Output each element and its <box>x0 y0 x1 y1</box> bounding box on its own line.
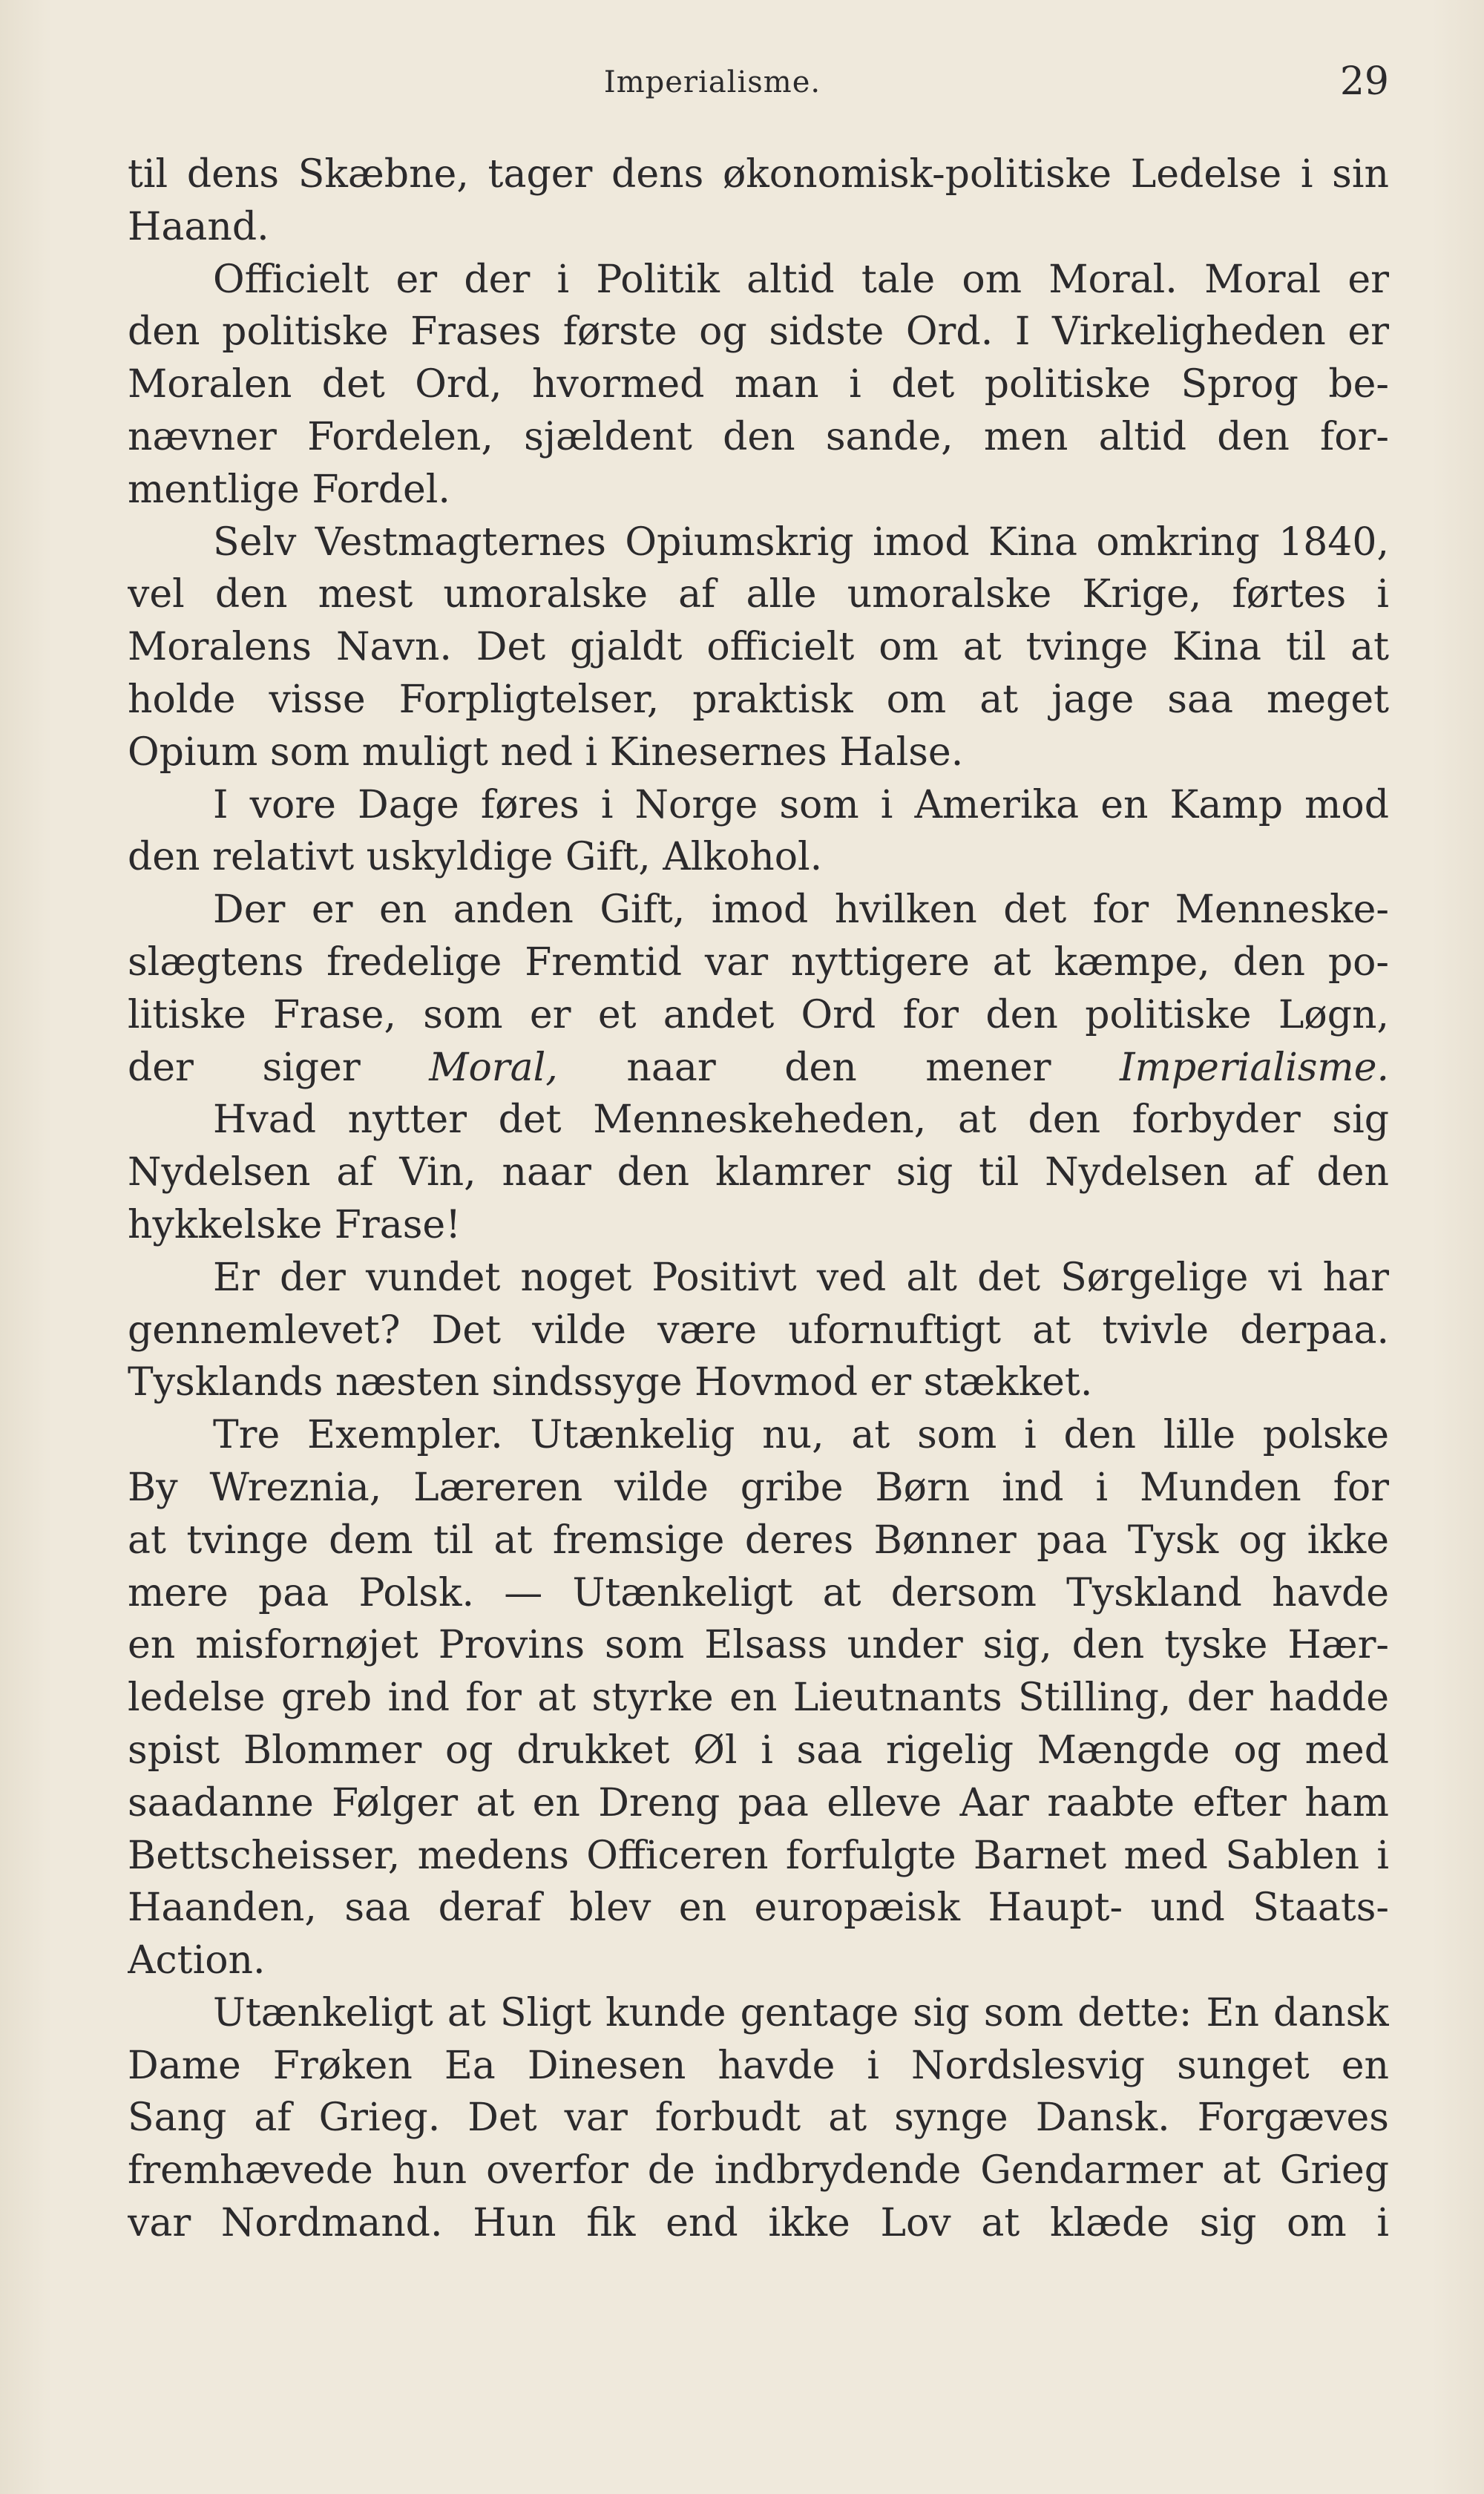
text-line: saadanne Følger at en Dreng paa elleve Aar raabte efter ham <box>128 1780 1389 1825</box>
text-line: Officielt er der i Politik altid tale om Moral. Moral er <box>213 257 1389 302</box>
text-line: fremhævede hun overfor de indbrydende Gendarmer at Grieg <box>128 2148 1389 2193</box>
text-line: Nydelsen af Vin, naar den klamrer sig til Nydelsen af den <box>128 1150 1389 1195</box>
text-line: Haanden, saa deraf blev en europæisk Haupt- und Staats- <box>128 1886 1389 1931</box>
text-line: Der er en anden Gift, imod hvilken det for Menneske- <box>213 887 1389 933</box>
text-line: vel den mest umoralske af alle umoralske Krige, førtes i <box>128 572 1389 617</box>
italic-word-moral: Moral, <box>429 1045 558 1090</box>
text-line: var Nordmand. Hun fik end ikke Lov at klæde sig om i <box>128 2201 1389 2246</box>
text-line: til dens Skæbne, tager dens økonomisk-politiske Ledelse i sin <box>128 152 1389 197</box>
text-line: I vore Dage føres i Norge som i Amerika en Kamp mod <box>213 782 1389 827</box>
text-run: der siger <box>128 1045 430 1090</box>
italic-word-imperialisme: Imperialisme. <box>1120 1045 1389 1090</box>
text-run: naar den mener <box>557 1045 1120 1090</box>
text-line: mere paa Polsk. — Utænkeligt at dersom Tyskland havde <box>128 1570 1389 1615</box>
text-line: Opium som muligt ned i Kinesernes Halse. <box>128 729 964 775</box>
text-line: Er der vundet noget Positivt ved alt det Sørgelige vi har <box>213 1255 1389 1300</box>
text-line: at tvinge dem til at fremsige deres Bønner paa Tysk og ikke <box>128 1517 1389 1563</box>
body-text <box>128 148 1389 2250</box>
text-line-mixed <box>128 1042 1389 1095</box>
text-line: Tysklands næsten sindssyge Hovmod er stækket. <box>128 1360 1093 1405</box>
text-line: Moralens Navn. Det gjaldt officielt om at tvinge Kina til at <box>128 625 1389 670</box>
text-line: hykkelske Frase! <box>128 1202 462 1247</box>
text-line: slægtens fredelige Fremtid var nyttigere at kæmpe, den po- <box>128 939 1389 985</box>
text-line: Action. <box>128 1938 266 1983</box>
text-line: Bettscheisser, medens Officeren forfulgte Barnet med Sablen i <box>128 1833 1389 1878</box>
text-line: Selv Vestmagternes Opiumskrig imod Kina omkring 1840, <box>213 519 1389 565</box>
text-line: gennemlevet? Det vilde være ufornuftigt at tvivle derpaa. <box>128 1307 1389 1353</box>
text-line: den relativt uskyldige Gift, Alkohol. <box>128 835 823 880</box>
text-line: Moralen det Ord, hvormed man i det politiske Sprog be- <box>128 362 1389 407</box>
text-line: nævner Fordelen, sjældent den sande, men altid den for- <box>128 414 1389 459</box>
text-line: ledelse greb ind for at styrke en Lieutnants Stilling, der hadde <box>128 1676 1389 1721</box>
text-line: Dame Frøken Ea Dinesen havde i Nordslesvig sunget en <box>128 2043 1389 2088</box>
text-line: By Wreznia, Læreren vilde gribe Børn ind i Munden for <box>128 1465 1389 1510</box>
text-line: litiske Frase, som er et andet Ord for den politiske Løgn, <box>128 992 1389 1037</box>
text-line: spist Blommer og drukket Øl i saa rigelig Mængde og med <box>128 1727 1389 1773</box>
text-line: Hvad nytter det Menneskeheden, at den forbyder sig <box>213 1097 1389 1143</box>
text-line: holde visse Forpligtelser, praktisk om at jage saa meget <box>128 677 1389 722</box>
text-line: mentlige Fordel. <box>128 467 450 512</box>
text-line: Sang af Grieg. Det var forbudt at synge Dansk. Forgæves <box>128 2096 1389 2141</box>
running-title: Imperialisme. <box>603 65 821 99</box>
page-number: 29 <box>1339 59 1389 104</box>
text-line: den politiske Frases første og sidste Ord. I Virkeligheden er <box>128 309 1389 355</box>
text-line: Haand. <box>128 204 269 249</box>
text-line: Tre Exempler. Utænkelig nu, at som i den lille polske <box>213 1413 1389 1458</box>
text-line: en misfornøjet Provins som Elsass under sig, den tyske Hær- <box>128 1623 1389 1668</box>
text-line: Utænkeligt at Sligt kunde gentage sig som dette: En dansk <box>213 1990 1389 2035</box>
